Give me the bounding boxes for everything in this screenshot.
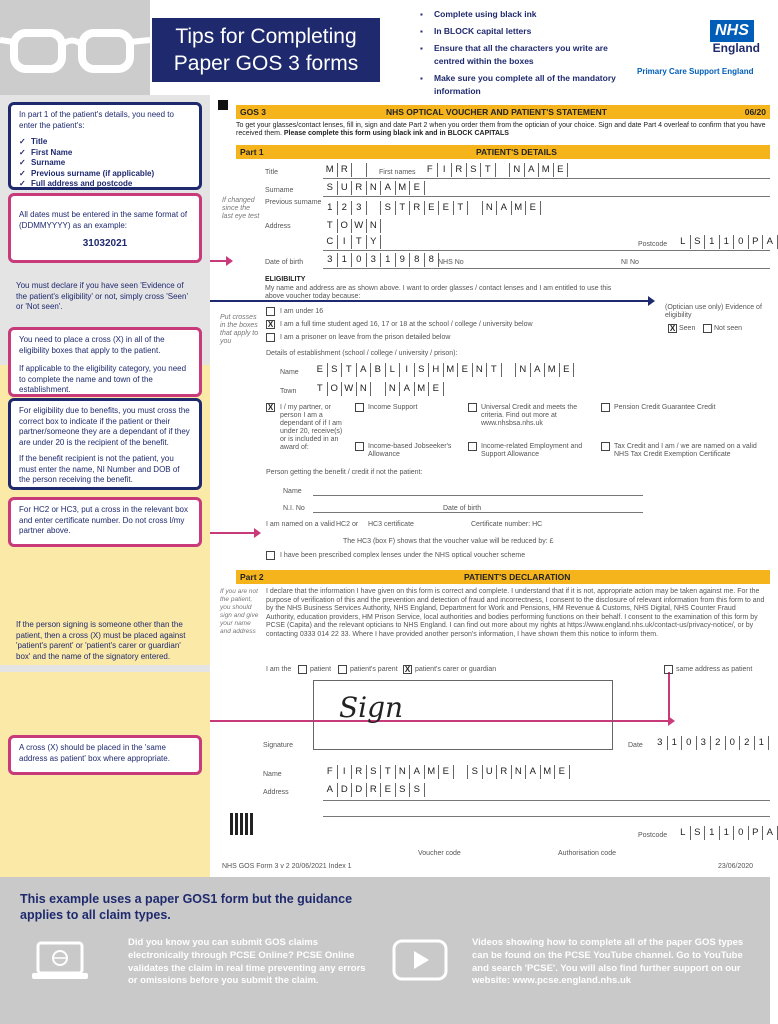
- char-cell: Y: [367, 235, 382, 249]
- gos3-form: [218, 100, 773, 877]
- callout-text: For eligibility due to benefits, you must cross the correct box to indicate if the patient or their partner/someone they are a dependant of if they are under 20 is the recipient of the benefit.: [19, 406, 190, 447]
- char-cell: S: [367, 765, 382, 779]
- postcode-label: Postcode: [638, 241, 668, 248]
- char-cell: 1: [381, 253, 396, 267]
- char-cell: A: [410, 765, 425, 779]
- tax-credit-checkbox[interactable]: [601, 442, 610, 451]
- char-cell: C: [323, 235, 338, 249]
- callout-text: A cross (X) should be placed in the 'same address as patient' box where appropriate.: [19, 743, 170, 763]
- char-cell: 0: [352, 253, 367, 267]
- char-cell: 3: [352, 201, 367, 215]
- char-cell: 1: [705, 235, 720, 249]
- char-cell: T: [396, 201, 411, 215]
- establishment-details-label: Details of establishment (school / college / university / prison):: [266, 350, 458, 357]
- list-item: ✓ Previous surname (if applicable): [19, 169, 191, 180]
- char-cell: [496, 163, 511, 177]
- date-label: Date: [628, 742, 643, 749]
- est-town-field[interactable]: [313, 382, 444, 396]
- auth-code-label: Authorisation code: [558, 850, 616, 857]
- char-cell: 1: [338, 253, 353, 267]
- universal-credit-checkbox[interactable]: [468, 403, 477, 412]
- firstnames-field[interactable]: [423, 163, 568, 177]
- divider: [323, 816, 770, 817]
- char-cell: T: [352, 235, 367, 249]
- callout-text: In part 1 of the patient's details, you need to enter the patient's:: [19, 110, 174, 130]
- not-seen-label: Not seen: [714, 325, 743, 332]
- char-cell: M: [512, 201, 527, 215]
- seen-label: Seen: [679, 325, 696, 332]
- parent-label: patient's parent: [350, 666, 398, 673]
- title-field[interactable]: [323, 163, 367, 177]
- char-cell: S: [381, 201, 396, 215]
- char-cell: [367, 201, 382, 215]
- char-cell: 1: [323, 201, 338, 215]
- prisoner-checkbox[interactable]: [266, 333, 275, 342]
- hc3-label: HC3 certificate: [368, 521, 414, 528]
- char-cell: N: [357, 382, 372, 396]
- laptop-icon: [30, 939, 90, 985]
- est-town-label: Town: [280, 388, 297, 395]
- tip-item: ▪ In BLOCK capital letters: [420, 25, 625, 38]
- char-cell: M: [541, 765, 556, 779]
- callout-text: For HC2 or HC3, put a cross in the relevant box and enter certificate number. Do not cross l/my partner above.: [19, 505, 188, 535]
- char-cell: I: [338, 235, 353, 249]
- part1-bar: [236, 145, 770, 159]
- income-support-label: Income Support: [368, 404, 418, 411]
- address-line-2[interactable]: [323, 219, 381, 233]
- form-header-bar: [236, 105, 770, 119]
- tip-item: ▪ Complete using black ink: [420, 8, 625, 21]
- seen-checkbox[interactable]: X: [669, 324, 676, 333]
- tax-credit-label: Tax Credit and I am / we are named on a valid NHS Tax Credit Exemption Certificate: [614, 443, 757, 458]
- income-support-checkbox[interactable]: [355, 403, 364, 412]
- char-cell: 3: [367, 253, 382, 267]
- callout-benefits: [8, 398, 202, 490]
- char-cell: N: [473, 363, 488, 377]
- char-cell: E: [554, 163, 569, 177]
- callout-evidence: [8, 273, 202, 318]
- char-cell: O: [338, 219, 353, 233]
- char-cell: S: [328, 363, 343, 377]
- under16-label: I am under 16: [280, 308, 324, 315]
- form-footer-right: 23/06/2020: [718, 863, 754, 870]
- recipient-name-label: Name: [283, 488, 302, 495]
- char-cell: M: [545, 363, 560, 377]
- char-cell: A: [497, 201, 512, 215]
- char-cell: N: [483, 201, 498, 215]
- signatory-address-field[interactable]: [323, 783, 425, 797]
- char-cell: 9: [396, 253, 411, 267]
- char-cell: N: [510, 163, 525, 177]
- char-cell: E: [555, 765, 570, 779]
- divider: [323, 800, 770, 801]
- char-cell: I: [338, 765, 353, 779]
- postcode-field[interactable]: [676, 235, 778, 249]
- certificate-label: Certificate number: HC: [471, 521, 543, 528]
- complex-lens-checkbox[interactable]: [266, 551, 275, 560]
- char-cell: O: [328, 382, 343, 396]
- patient-checkbox[interactable]: [298, 665, 307, 674]
- recipient-ni-field[interactable]: [313, 512, 643, 513]
- char-cell: 0: [726, 736, 741, 750]
- char-cell: D: [352, 783, 367, 797]
- form-heading: NHS OPTICAL VOUCHER AND PATIENT'S STATEMENT: [386, 107, 607, 117]
- divider: [323, 196, 770, 197]
- char-cell: 1: [720, 235, 735, 249]
- char-cell: T: [454, 201, 469, 215]
- char-cell: 8: [425, 253, 440, 267]
- char-cell: L: [386, 363, 401, 377]
- char-cell: [352, 163, 367, 177]
- char-cell: A: [526, 765, 541, 779]
- char-cell: A: [400, 382, 415, 396]
- carer-label: patient's carer or guardian: [415, 666, 497, 673]
- voucher-code-label: Voucher code: [418, 850, 461, 857]
- nhs-region: England: [712, 41, 760, 55]
- callout-same-address: [8, 735, 202, 775]
- char-cell: W: [342, 382, 357, 396]
- glasses-logo-area: [0, 0, 150, 95]
- person-getting-label: Person getting the benefit / credit if not the patient:: [266, 469, 423, 476]
- student-checkbox[interactable]: X: [267, 320, 274, 329]
- hc2-label: HC2 or: [336, 521, 359, 528]
- registration-mark: [218, 100, 228, 110]
- char-cell: S: [323, 181, 338, 195]
- char-cell: S: [467, 163, 482, 177]
- instructions-text: To get your glasses/contact lenses, fill in, sign and date Part 2 when you order them from the optician of your choice. Sign and date Part 4 overleaf to confirm that you have received them.: [236, 122, 766, 137]
- same-address-label: same address as patient: [676, 666, 753, 673]
- carer-checkbox[interactable]: X: [404, 665, 411, 674]
- complex-lens-label: I have been prescribed complex lenses under the NHS optical voucher scheme: [280, 552, 526, 559]
- jsa-label: Income-based Jobseeker's Allowance: [368, 443, 452, 458]
- prisoner-label: I am a prisoner on leave from the prison detailed below: [280, 334, 451, 341]
- form-code: GOS 3: [240, 107, 266, 117]
- callout-text: If the person signing is someone other than the patient, then a cross (X) must be placed against 'patient's parent' or 'patient's carer or guardian' box' and the name of the signatory entered.: [16, 620, 186, 661]
- dob-field[interactable]: [323, 253, 439, 267]
- part2-bar: [236, 570, 770, 584]
- signature-field[interactable]: [313, 680, 613, 750]
- signature-value: Sign: [339, 691, 404, 724]
- char-cell: M: [539, 163, 554, 177]
- char-cell: M: [415, 382, 430, 396]
- play-icon: [390, 937, 450, 983]
- char-cell: A: [763, 826, 778, 840]
- char-cell: A: [763, 235, 778, 249]
- char-cell: R: [338, 163, 353, 177]
- list-item: ✓ Title: [19, 137, 191, 148]
- callout-dates: [8, 193, 202, 263]
- online-text: Did you know you can submit GOS claims electronically through PCSE Online? PCSE Online validates the claim in real time preventing any errors or omissions before you submit the claim.: [128, 937, 366, 987]
- dob-label: Date of birth: [265, 259, 304, 266]
- char-cell: T: [481, 163, 496, 177]
- recipient-name-field[interactable]: [313, 495, 643, 496]
- signatory-name-label: Name: [263, 771, 282, 778]
- postcode2-field[interactable]: [676, 826, 778, 840]
- char-cell: R: [367, 783, 382, 797]
- char-cell: E: [410, 181, 425, 195]
- callout-text: You need to place a cross (X) in all of the eligibility boxes that apply to the patient.: [19, 335, 165, 355]
- char-cell: [468, 201, 483, 215]
- char-cell: U: [483, 765, 498, 779]
- part1-title: PATIENT'S DETAILS: [476, 147, 557, 157]
- signature-label: Signature: [263, 742, 293, 749]
- char-cell: E: [458, 363, 473, 377]
- char-cell: [454, 765, 469, 779]
- videos-text: Videos showing how to complete all of the paper GOS types can be found on the PCSE YouTube channel. Go to YouTube and search 'PCSE'. You will also find further support on our website: www.pcse.england.nhs.uk: [472, 937, 744, 987]
- list-item: ✓ First Name: [19, 148, 191, 159]
- char-cell: M: [396, 181, 411, 195]
- char-cell: S: [468, 765, 483, 779]
- date-example: 31032021: [82, 238, 128, 249]
- address-line-1[interactable]: [323, 201, 541, 215]
- title-line-1: Tips for Completing: [175, 25, 357, 48]
- instructions-bold: Please complete this form using black ink and in BLOCK CAPITALS: [283, 130, 509, 137]
- char-cell: I: [438, 163, 453, 177]
- part2-label: Part 2: [240, 572, 264, 582]
- patient-label: patient: [310, 666, 332, 673]
- postcode2-label: Postcode: [638, 832, 668, 839]
- declaration-text: I declare that the information I have given on this form is correct and complete. I understand that if it is not, appropriate action may be taken against me. For the purpose of verification of this and the prevention and detection of fraud and incorrectness, I consent to the disclosure of relevant information from this form to and by the NHS Business Services Authority, NHS England, Department for Work and Pensions, HM Revenue & Customs, NHS Digital, NHS Counter Fraud Authority, education providers, HM Prison Service, local authorities and bodies performing functions on their behalf. I consent to the examination of this form by PCSE (Capita) and the relevant opticians to NHS England. I can find out more about my rights at https://www.england.nhs.uk/contact-us/privacy-notice/, or by contacting 0333 014 22 33. Where I have provided another person's information, I have shown them this notice to inform them.: [266, 588, 765, 638]
- char-cell: E: [425, 201, 440, 215]
- char-cell: R: [352, 765, 367, 779]
- header: [0, 0, 770, 95]
- char-cell: 3: [323, 253, 338, 267]
- char-cell: 1: [705, 826, 720, 840]
- hc3-voucher-label: The HC3 (box F) shows that the voucher value will be reduced by: £: [343, 538, 554, 545]
- char-cell: N: [396, 765, 411, 779]
- char-cell: T: [323, 219, 338, 233]
- glasses-icon: [0, 0, 150, 95]
- esa-checkbox[interactable]: [468, 442, 477, 451]
- char-cell: S: [691, 826, 706, 840]
- char-cell: N: [386, 382, 401, 396]
- signatory-name-field[interactable]: [323, 765, 570, 779]
- tip-item: ▪ Ensure that all the characters you write are centred within the boxes: [420, 42, 625, 68]
- changed-note: If changed since the last eye test: [222, 197, 260, 220]
- part2-title: PATIENT'S DECLARATION: [464, 572, 571, 582]
- est-name-field[interactable]: [313, 363, 574, 377]
- tips-list: [420, 8, 625, 102]
- char-cell: N: [516, 363, 531, 377]
- part1-label: Part 1: [240, 147, 264, 157]
- bottom-band: [0, 877, 770, 1024]
- char-cell: A: [525, 163, 540, 177]
- callout-text: If applicable to the eligibility category, you need to complete the name and town of the establishment.: [19, 364, 187, 394]
- char-cell: 0: [682, 736, 697, 750]
- partner-checkbox[interactable]: X: [267, 403, 274, 412]
- char-cell: I: [400, 363, 415, 377]
- divider: [323, 250, 770, 251]
- char-cell: 2: [711, 736, 726, 750]
- char-cell: S: [691, 235, 706, 249]
- char-cell: H: [429, 363, 444, 377]
- prev-surname-label: Previous surname: [265, 199, 322, 206]
- list-item: ✓ Surname: [19, 158, 191, 169]
- hc-named-label: I am named on a valid: [266, 521, 335, 528]
- i-am-the-label: I am the: [266, 666, 292, 673]
- divider: [323, 178, 770, 179]
- char-cell: P: [749, 826, 764, 840]
- partner-label: I / my partner, or person I am a dependant of if I am under 20, receive(s) or is included in an award of:: [280, 404, 343, 451]
- callout-text: You must declare if you have seen 'Evidence of the patient's eligibility' or not, simply cross 'Seen' or 'Not seen'.: [16, 281, 188, 311]
- list-item: ✓ Full address and postcode: [19, 179, 191, 190]
- char-cell: E: [381, 783, 396, 797]
- char-cell: E: [313, 363, 328, 377]
- surname-label: Surname: [265, 187, 294, 194]
- address-label: Address: [265, 223, 291, 230]
- nhs-logo: NHS: [710, 20, 754, 42]
- char-cell: A: [381, 181, 396, 195]
- char-cell: M: [444, 363, 459, 377]
- char-cell: 8: [410, 253, 425, 267]
- sign-date-field[interactable]: [653, 736, 769, 750]
- title-label: Title: [265, 169, 278, 176]
- char-cell: [502, 363, 517, 377]
- char-cell: E: [439, 765, 454, 779]
- char-cell: R: [410, 201, 425, 215]
- bottom-title: This example uses a paper GOS1 form but the guidance applies to all claim types.: [20, 892, 353, 922]
- char-cell: S: [396, 783, 411, 797]
- char-cell: T: [313, 382, 328, 396]
- pension-credit-label: Pension Credit Guarantee Credit: [614, 404, 716, 411]
- eligibility-title: ELIGIBILITY: [265, 276, 306, 283]
- page-title: [152, 18, 380, 82]
- patient-fields-list: [19, 137, 191, 190]
- char-cell: R: [497, 765, 512, 779]
- char-cell: L: [676, 235, 691, 249]
- nhs-no-label: NHS No: [438, 259, 464, 266]
- char-cell: 2: [740, 736, 755, 750]
- char-cell: T: [381, 765, 396, 779]
- char-cell: T: [487, 363, 502, 377]
- callout-signing: [8, 615, 202, 670]
- char-cell: E: [429, 382, 444, 396]
- char-cell: L: [676, 826, 691, 840]
- under16-checkbox[interactable]: [266, 307, 275, 316]
- char-cell: P: [749, 235, 764, 249]
- form-date: 06/20: [744, 107, 766, 117]
- recipient-dob-label: Date of birth: [443, 505, 482, 512]
- char-cell: 0: [734, 826, 749, 840]
- callout-eligibility: [8, 327, 202, 397]
- student-label: I am a full time student aged 16, 17 or 18 at the school / college / university below: [280, 321, 533, 328]
- tip-item: ▪ Make sure you complete all of the mandatory information: [420, 72, 625, 98]
- char-cell: B: [371, 363, 386, 377]
- char-cell: N: [367, 181, 382, 195]
- callout-text: All dates must be entered in the same format of (DDMMYYYY) as an example:: [19, 210, 188, 230]
- esa-label: Income-related Employment and Support Allowance: [481, 443, 583, 458]
- char-cell: 3: [697, 736, 712, 750]
- char-cell: 3: [653, 736, 668, 750]
- char-cell: A: [357, 363, 372, 377]
- firstnames-label: First names: [379, 169, 416, 176]
- sign-note: If you are not the patient, you should sign and give your name and address: [220, 588, 259, 635]
- char-cell: M: [323, 163, 338, 177]
- char-cell: R: [352, 181, 367, 195]
- char-cell: S: [415, 363, 430, 377]
- char-cell: E: [526, 201, 541, 215]
- form-footer-left: NHS GOS Form 3 v 2 20/06/2021 Index 1: [222, 863, 352, 870]
- est-name-label: Name: [280, 369, 299, 376]
- char-cell: F: [323, 765, 338, 779]
- char-cell: S: [410, 783, 425, 797]
- char-cell: A: [531, 363, 546, 377]
- char-cell: 1: [720, 826, 735, 840]
- not-seen-checkbox[interactable]: [703, 324, 712, 333]
- crosses-note: Put crosses in the boxes that apply to you: [220, 314, 259, 345]
- title-line-2: Paper GOS 3 forms: [173, 52, 359, 75]
- callout-text: If the benefit recipient is not the patient, you must enter the name, NI Number and DOB of the person receiving the benefit.: [19, 454, 180, 484]
- form-instructions: [236, 122, 770, 138]
- char-cell: U: [338, 181, 353, 195]
- same-address-checkbox[interactable]: [664, 665, 673, 674]
- evidence-label: (Optician use only) Evidence of eligibility: [665, 304, 762, 319]
- char-cell: 0: [734, 235, 749, 249]
- ni-no-label: NI No: [621, 259, 639, 266]
- signatory-address-label: Address: [263, 789, 289, 796]
- callout-hc: [8, 497, 202, 547]
- char-cell: M: [425, 765, 440, 779]
- surname-field[interactable]: [323, 181, 425, 195]
- char-cell: A: [323, 783, 338, 797]
- divider: [323, 268, 770, 269]
- parent-checkbox[interactable]: [338, 665, 347, 674]
- char-cell: T: [342, 363, 357, 377]
- jsa-checkbox[interactable]: [355, 442, 364, 451]
- universal-credit-label: Universal Credit and meets the criteria. Find out more at www.nhsbsa.nhs.uk: [481, 404, 578, 427]
- sidebar: [0, 95, 210, 877]
- char-cell: E: [560, 363, 575, 377]
- char-cell: W: [352, 219, 367, 233]
- char-cell: 1: [755, 736, 770, 750]
- char-cell: 2: [338, 201, 353, 215]
- char-cell: D: [338, 783, 353, 797]
- char-cell: N: [512, 765, 527, 779]
- char-cell: [371, 382, 386, 396]
- callout-patient-details: [8, 102, 202, 190]
- recipient-ni-label: N.I. No: [283, 505, 305, 512]
- pension-credit-checkbox[interactable]: [601, 403, 610, 412]
- char-cell: R: [452, 163, 467, 177]
- char-cell: N: [367, 219, 382, 233]
- char-cell: E: [439, 201, 454, 215]
- char-cell: F: [423, 163, 438, 177]
- char-cell: 1: [668, 736, 683, 750]
- eligibility-text: My name and address are as shown above. I want to order glasses / contact lenses and I am entitled to use this above voucher today because:: [265, 285, 612, 300]
- address-line-3[interactable]: [323, 235, 381, 249]
- org-name: Primary Care Support England: [637, 67, 754, 76]
- qr-code: [230, 813, 254, 835]
